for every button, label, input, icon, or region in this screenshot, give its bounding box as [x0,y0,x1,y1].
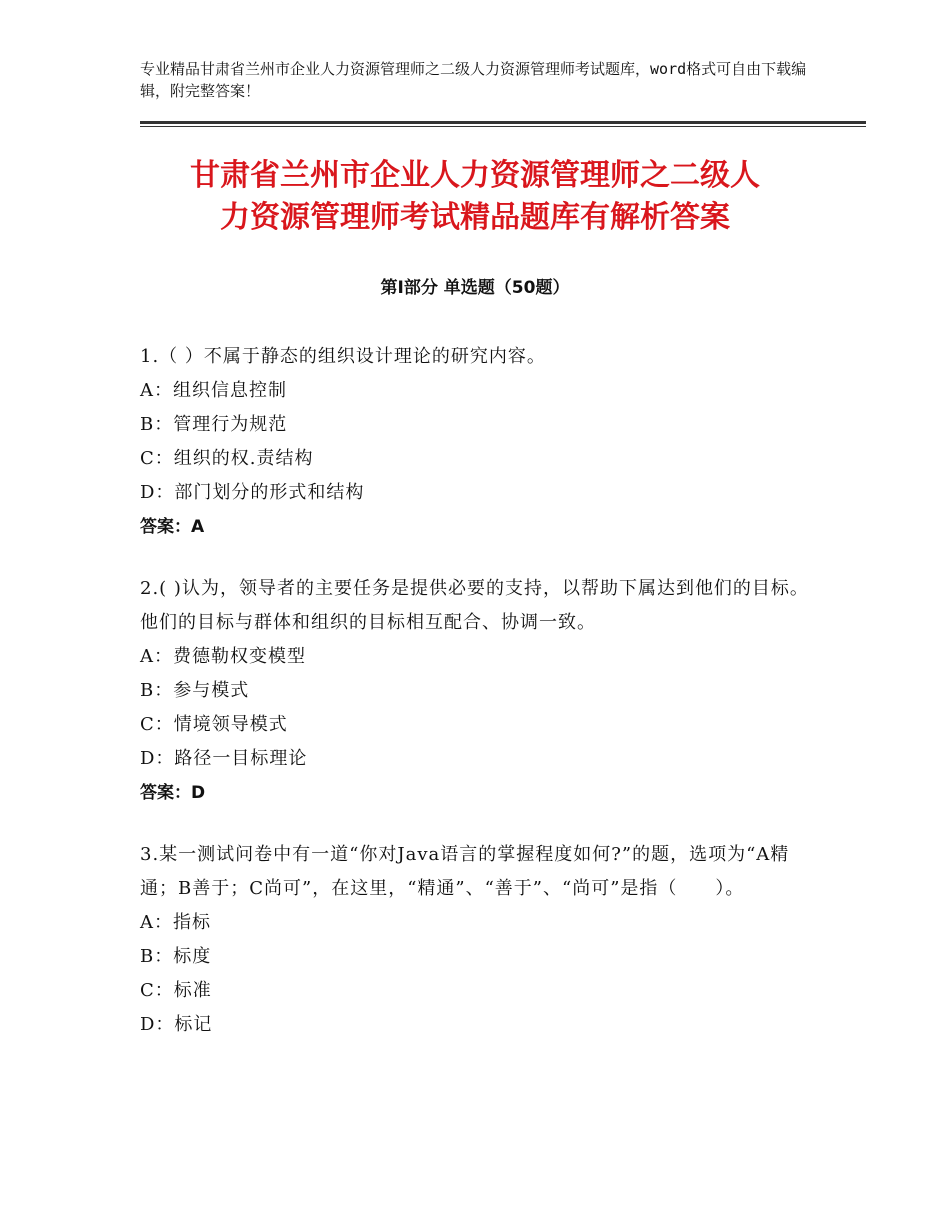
section-title: 第Ⅰ部分 单选题（50题） [380,278,570,298]
header-note: 专业精品甘肃省兰州市企业人力资源管理师之二级人力资源管理师考试题库，word格式可自由下载编辑，附完整答案！ [140,60,807,100]
option-d: D：标记 [140,1014,213,1035]
option-c: C：组织的权.责结构 [140,448,314,469]
option-b: B：管理行为规范 [140,414,288,435]
option-c: C：情境领导模式 [140,714,288,735]
option-a: A：费德勒权变模型 [140,646,306,667]
option-b: B：参与模式 [140,680,250,701]
question-list [140,340,820,1070]
question-text: 2.( )认为，领导者的主要任务是提供必要的支持，以帮助下属达到他们的目标。他们的目标与群体和组织的目标相互配合、协调一致。 [140,578,809,633]
document-title-line-1: 甘肃省兰州市企业人力资源管理师之二级人 [190,158,760,193]
answer-label: 答案：D [140,783,206,803]
option-a: A：指标 [140,912,211,933]
question-2 [140,572,820,810]
option-b: B：标度 [140,946,212,967]
answer-label: 答案：A [140,517,205,537]
question-3 [140,838,820,1042]
option-c: C：标准 [140,980,212,1001]
document-title [120,155,830,239]
question-1 [140,340,820,544]
question-text: 1.（ ）不属于静态的组织设计理论的研究内容。 [140,346,546,367]
option-d: D：路径一目标理论 [140,748,308,769]
question-text: 3.某一测试问卷中有一道“你对Java语言的掌握程度如何?”的题，选项为“A精通；B善于；C尚可”，在这里，“精通”、“善于”、“尚可”是指（ ）。 [140,844,790,899]
header-divider [140,121,866,127]
option-d: D：部门划分的形式和结构 [140,482,365,503]
option-a: A：组织信息控制 [140,380,287,401]
document-title-line-2: 力资源管理师考试精品题库有解析答案 [220,200,730,235]
